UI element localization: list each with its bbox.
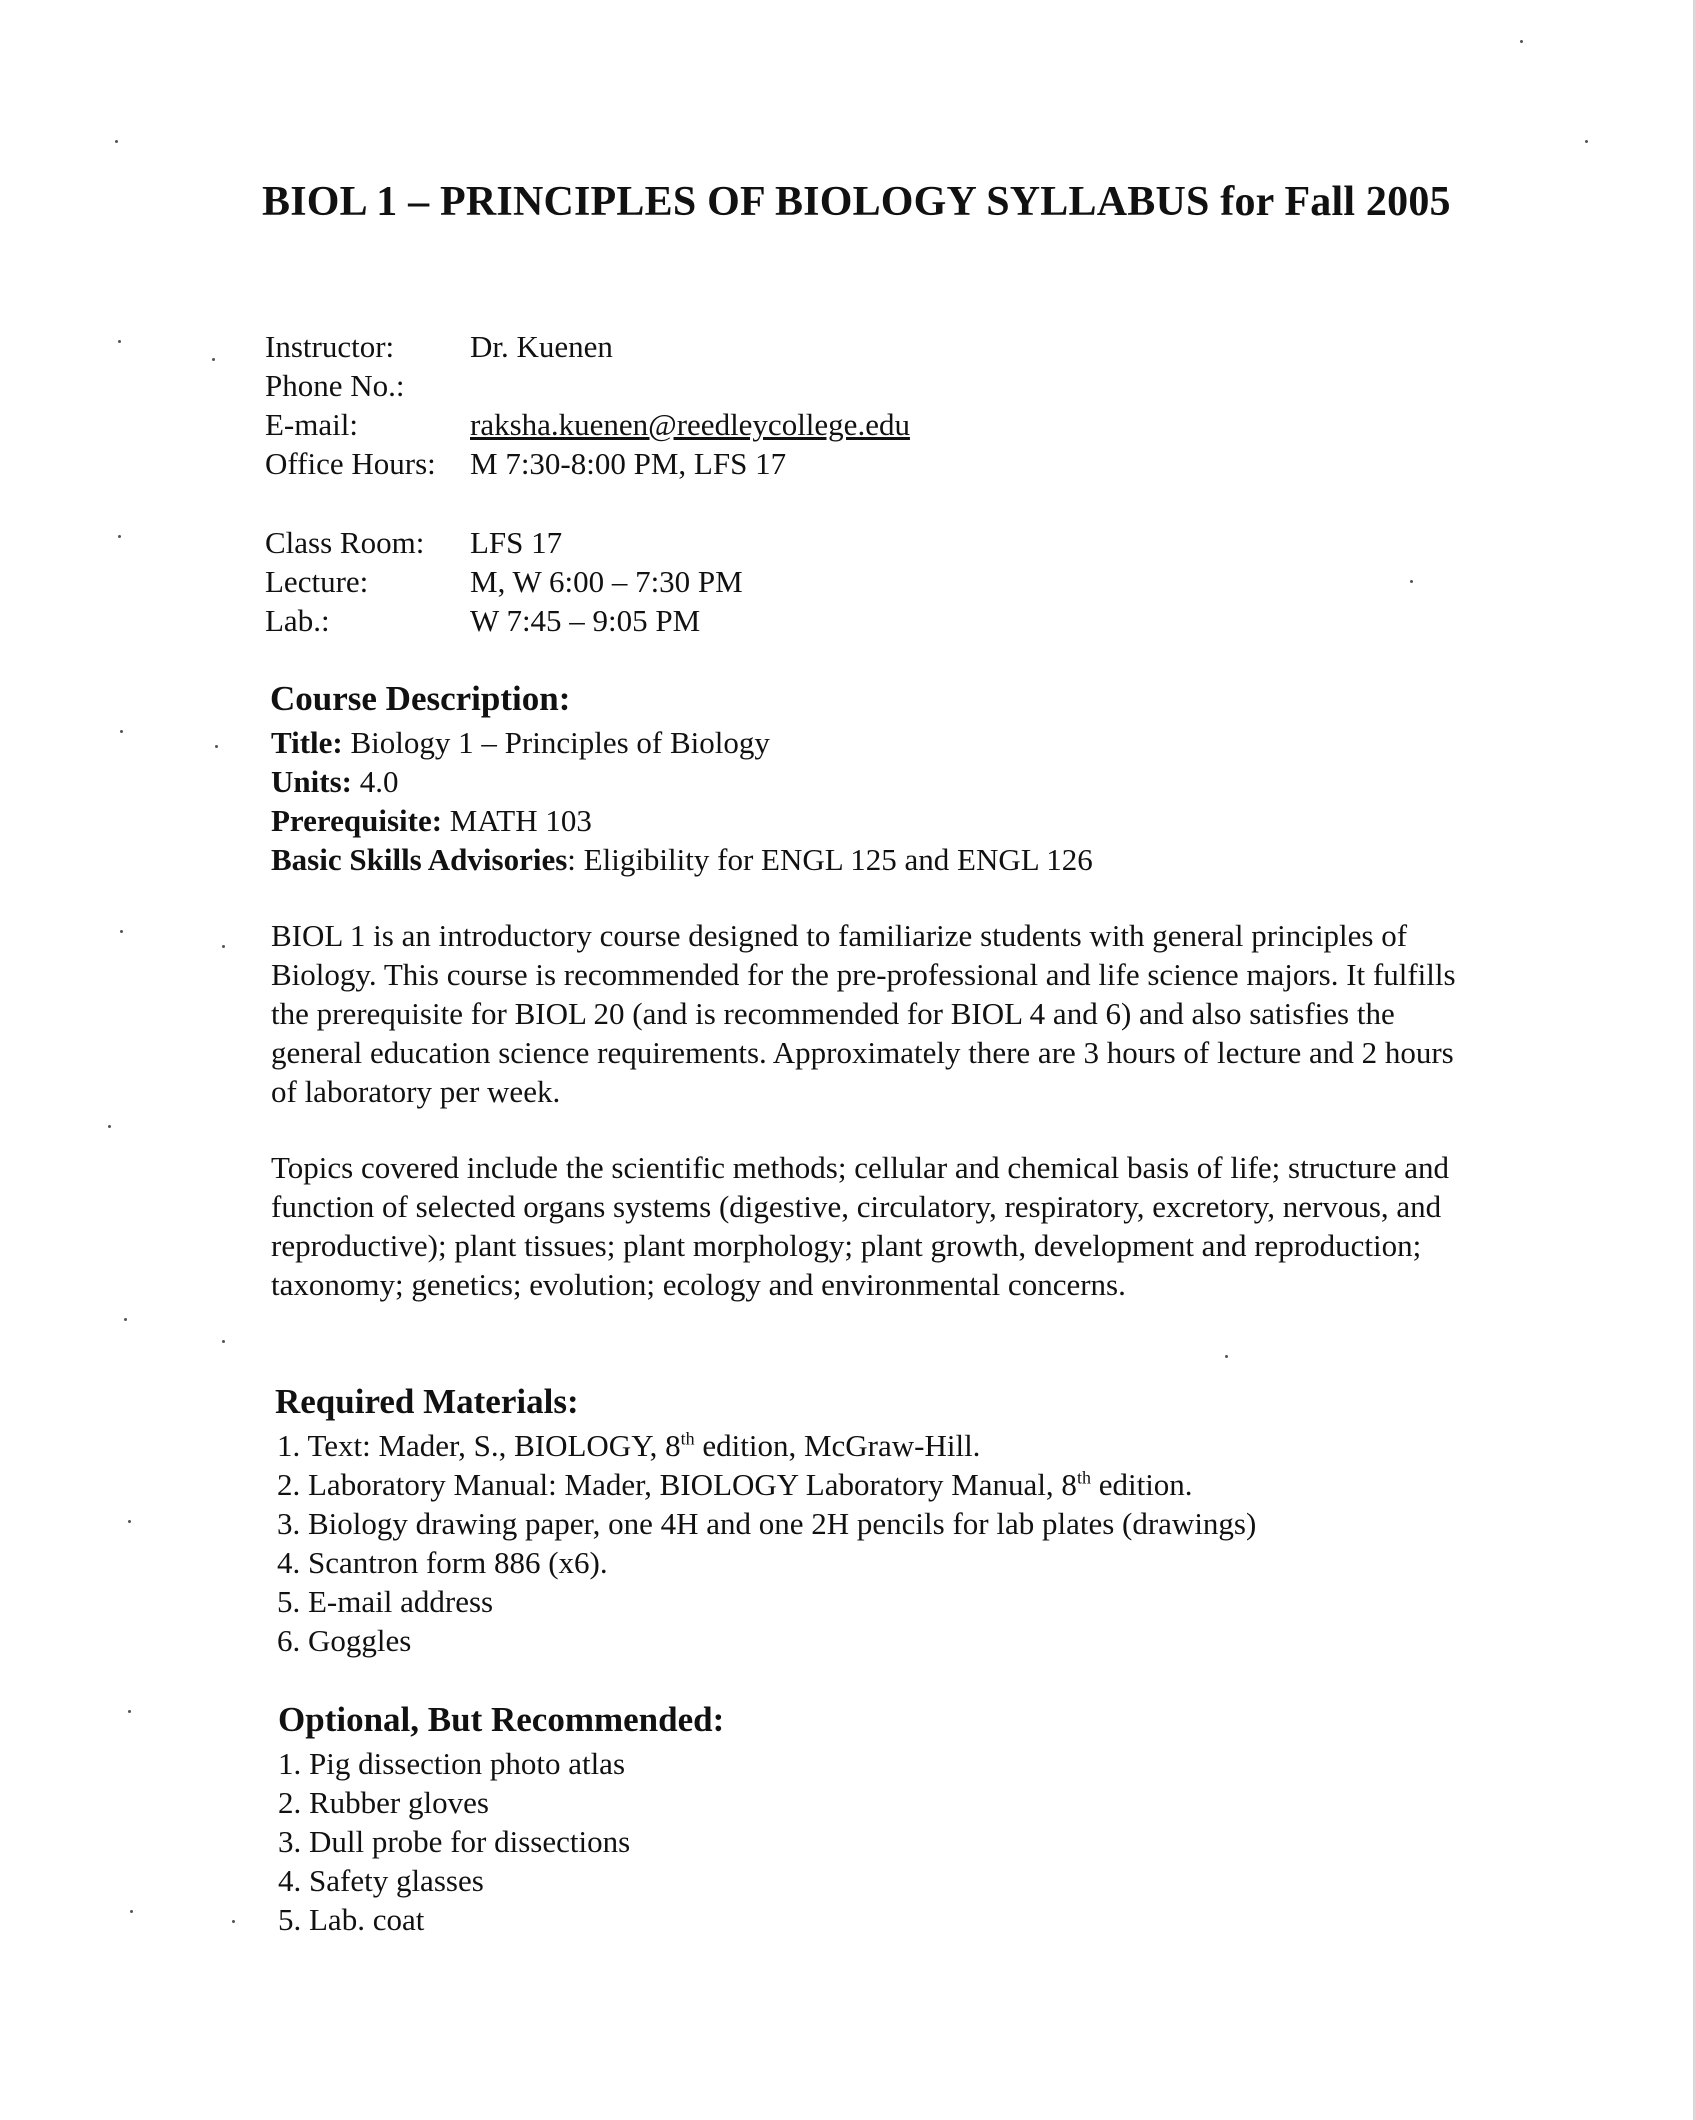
schedule-row-classroom: [265, 523, 743, 562]
course-prereq-row: [271, 801, 1093, 840]
scan-speck: [124, 1318, 127, 1321]
phone-label: Phone No.:: [265, 368, 405, 403]
scan-speck: [1410, 580, 1413, 583]
optional-heading: Optional, But Recommended:: [278, 1700, 725, 1739]
list-item: 5. E-mail address: [277, 1584, 494, 1619]
list-item: 5. Lab. coat: [278, 1902, 425, 1937]
optional-list: [278, 1744, 630, 1939]
scan-speck: [128, 1520, 131, 1523]
paragraph-line: Biology. This course is recommended for the pre-professional and life science majors. It fulfills: [271, 957, 1456, 992]
office-hours-value: M 7:30-8:00 PM, LFS 17: [470, 446, 787, 481]
classroom-label: Class Room:: [265, 525, 425, 560]
item-text: edition.: [1090, 1467, 1193, 1502]
list-item: 3. Biology drawing paper, one 4H and one 2H pencils for lab plates (drawings): [277, 1506, 1257, 1541]
scan-speck: [215, 745, 218, 748]
list-item: 4. Scantron form 886 (x6).: [277, 1545, 608, 1580]
paragraph-line: the prerequisite for BIOL 20 (and is recommended for BIOL 4 and 6) and also satisfies the: [271, 996, 1395, 1031]
course-advisories-label: Basic Skills Advisories: [271, 842, 568, 877]
course-units-label: Units:: [271, 764, 352, 799]
schedule-row-lab: [265, 601, 743, 640]
course-title-row: [271, 723, 1093, 762]
list-item: 6. Goggles: [277, 1623, 412, 1658]
scan-speck: [128, 1710, 131, 1713]
course-overview-paragraph: [271, 916, 1591, 1111]
schedule-row-lecture: [265, 562, 743, 601]
paragraph-line: reproductive); plant tissues; plant morphology; plant growth, development and reproduction;: [271, 1228, 1422, 1263]
scan-speck: [212, 358, 215, 361]
paragraph-line: function of selected organs systems (digestive, circulatory, respiratory, excretory, nervous, and: [271, 1189, 1442, 1224]
course-units-row: [271, 762, 1093, 801]
paragraph-line: of laboratory per week.: [271, 1074, 561, 1109]
lecture-label: Lecture:: [265, 564, 369, 599]
paragraph-line: Topics covered include the scientific methods; cellular and chemical basis of life; structure and: [271, 1150, 1449, 1185]
lecture-value: M, W 6:00 – 7:30 PM: [470, 564, 743, 599]
list-item: 4. Safety glasses: [278, 1863, 484, 1898]
scan-speck: [108, 1125, 111, 1128]
instructor-label: Instructor:: [265, 329, 395, 364]
contact-row-email: [265, 405, 910, 444]
scan-speck: [118, 535, 121, 538]
course-prereq-value: MATH 103: [442, 803, 592, 838]
required-materials-list: [277, 1426, 1256, 1660]
course-advisories-value: : Eligibility for ENGL 125 and ENGL 126: [567, 842, 1093, 877]
list-item: [277, 1465, 1256, 1504]
course-description-details: [271, 723, 1093, 879]
item-superscript: th: [1076, 1467, 1091, 1488]
lab-label: Lab.:: [265, 603, 330, 638]
paragraph-line: taxonomy; genetics; evolution; ecology and environmental concerns.: [271, 1267, 1126, 1302]
item-text: 1. Text: Mader, S., BIOLOGY, 8: [277, 1428, 681, 1463]
contact-row-instructor: [265, 327, 910, 366]
scan-speck: [222, 1340, 225, 1343]
required-materials-heading: Required Materials:: [275, 1382, 579, 1421]
item-text: edition, McGraw-Hill.: [694, 1428, 981, 1463]
course-prereq-label: Prerequisite:: [271, 803, 443, 838]
schedule-block: [265, 523, 743, 640]
list-item: 1. Pig dissection photo atlas: [278, 1746, 626, 1781]
contact-block: [265, 327, 910, 483]
scan-speck: [115, 140, 118, 143]
scan-speck: [1585, 140, 1588, 143]
scan-speck: [130, 1910, 133, 1913]
paragraph-line: general education science requirements. Approximately there are 3 hours of lecture and 2 hours: [271, 1035, 1454, 1070]
email-link[interactable]: raksha.kuenen@reedleycollege.edu: [470, 407, 910, 442]
course-description-heading: Course Description:: [270, 679, 571, 718]
course-advisories-row: [271, 840, 1093, 879]
scan-speck: [222, 945, 225, 948]
course-units-value: 4.0: [351, 764, 399, 799]
item-superscript: th: [680, 1428, 695, 1449]
course-title-value: Biology 1 – Principles of Biology: [342, 725, 770, 760]
scan-speck: [232, 1920, 235, 1923]
list-item: 2. Rubber gloves: [278, 1785, 489, 1820]
scan-speck: [120, 930, 123, 933]
office-hours-label: Office Hours:: [265, 446, 436, 481]
contact-row-phone: [265, 366, 910, 405]
scan-speck: [120, 730, 123, 733]
classroom-value: LFS 17: [470, 525, 563, 560]
contact-row-office-hours: [265, 444, 910, 483]
list-item: 3. Dull probe for dissections: [278, 1824, 631, 1859]
syllabus-title: BIOL 1 – PRINCIPLES OF BIOLOGY SYLLABUS for Fall 2005: [262, 179, 1451, 225]
scan-speck: [1520, 40, 1523, 43]
scan-speck: [1225, 1355, 1228, 1358]
lab-value: W 7:45 – 9:05 PM: [470, 603, 701, 638]
instructor-value: Dr. Kuenen: [470, 329, 613, 364]
email-label: E-mail:: [265, 407, 358, 442]
course-title-label: Title:: [271, 725, 343, 760]
paragraph-line: BIOL 1 is an introductory course designed to familiarize students with general principles of: [271, 918, 1408, 953]
list-item: [277, 1426, 1256, 1465]
scan-speck: [118, 340, 121, 343]
topics-paragraph: [271, 1148, 1591, 1304]
item-text: 2. Laboratory Manual: Mader, BIOLOGY Laboratory Manual, 8: [277, 1467, 1077, 1502]
